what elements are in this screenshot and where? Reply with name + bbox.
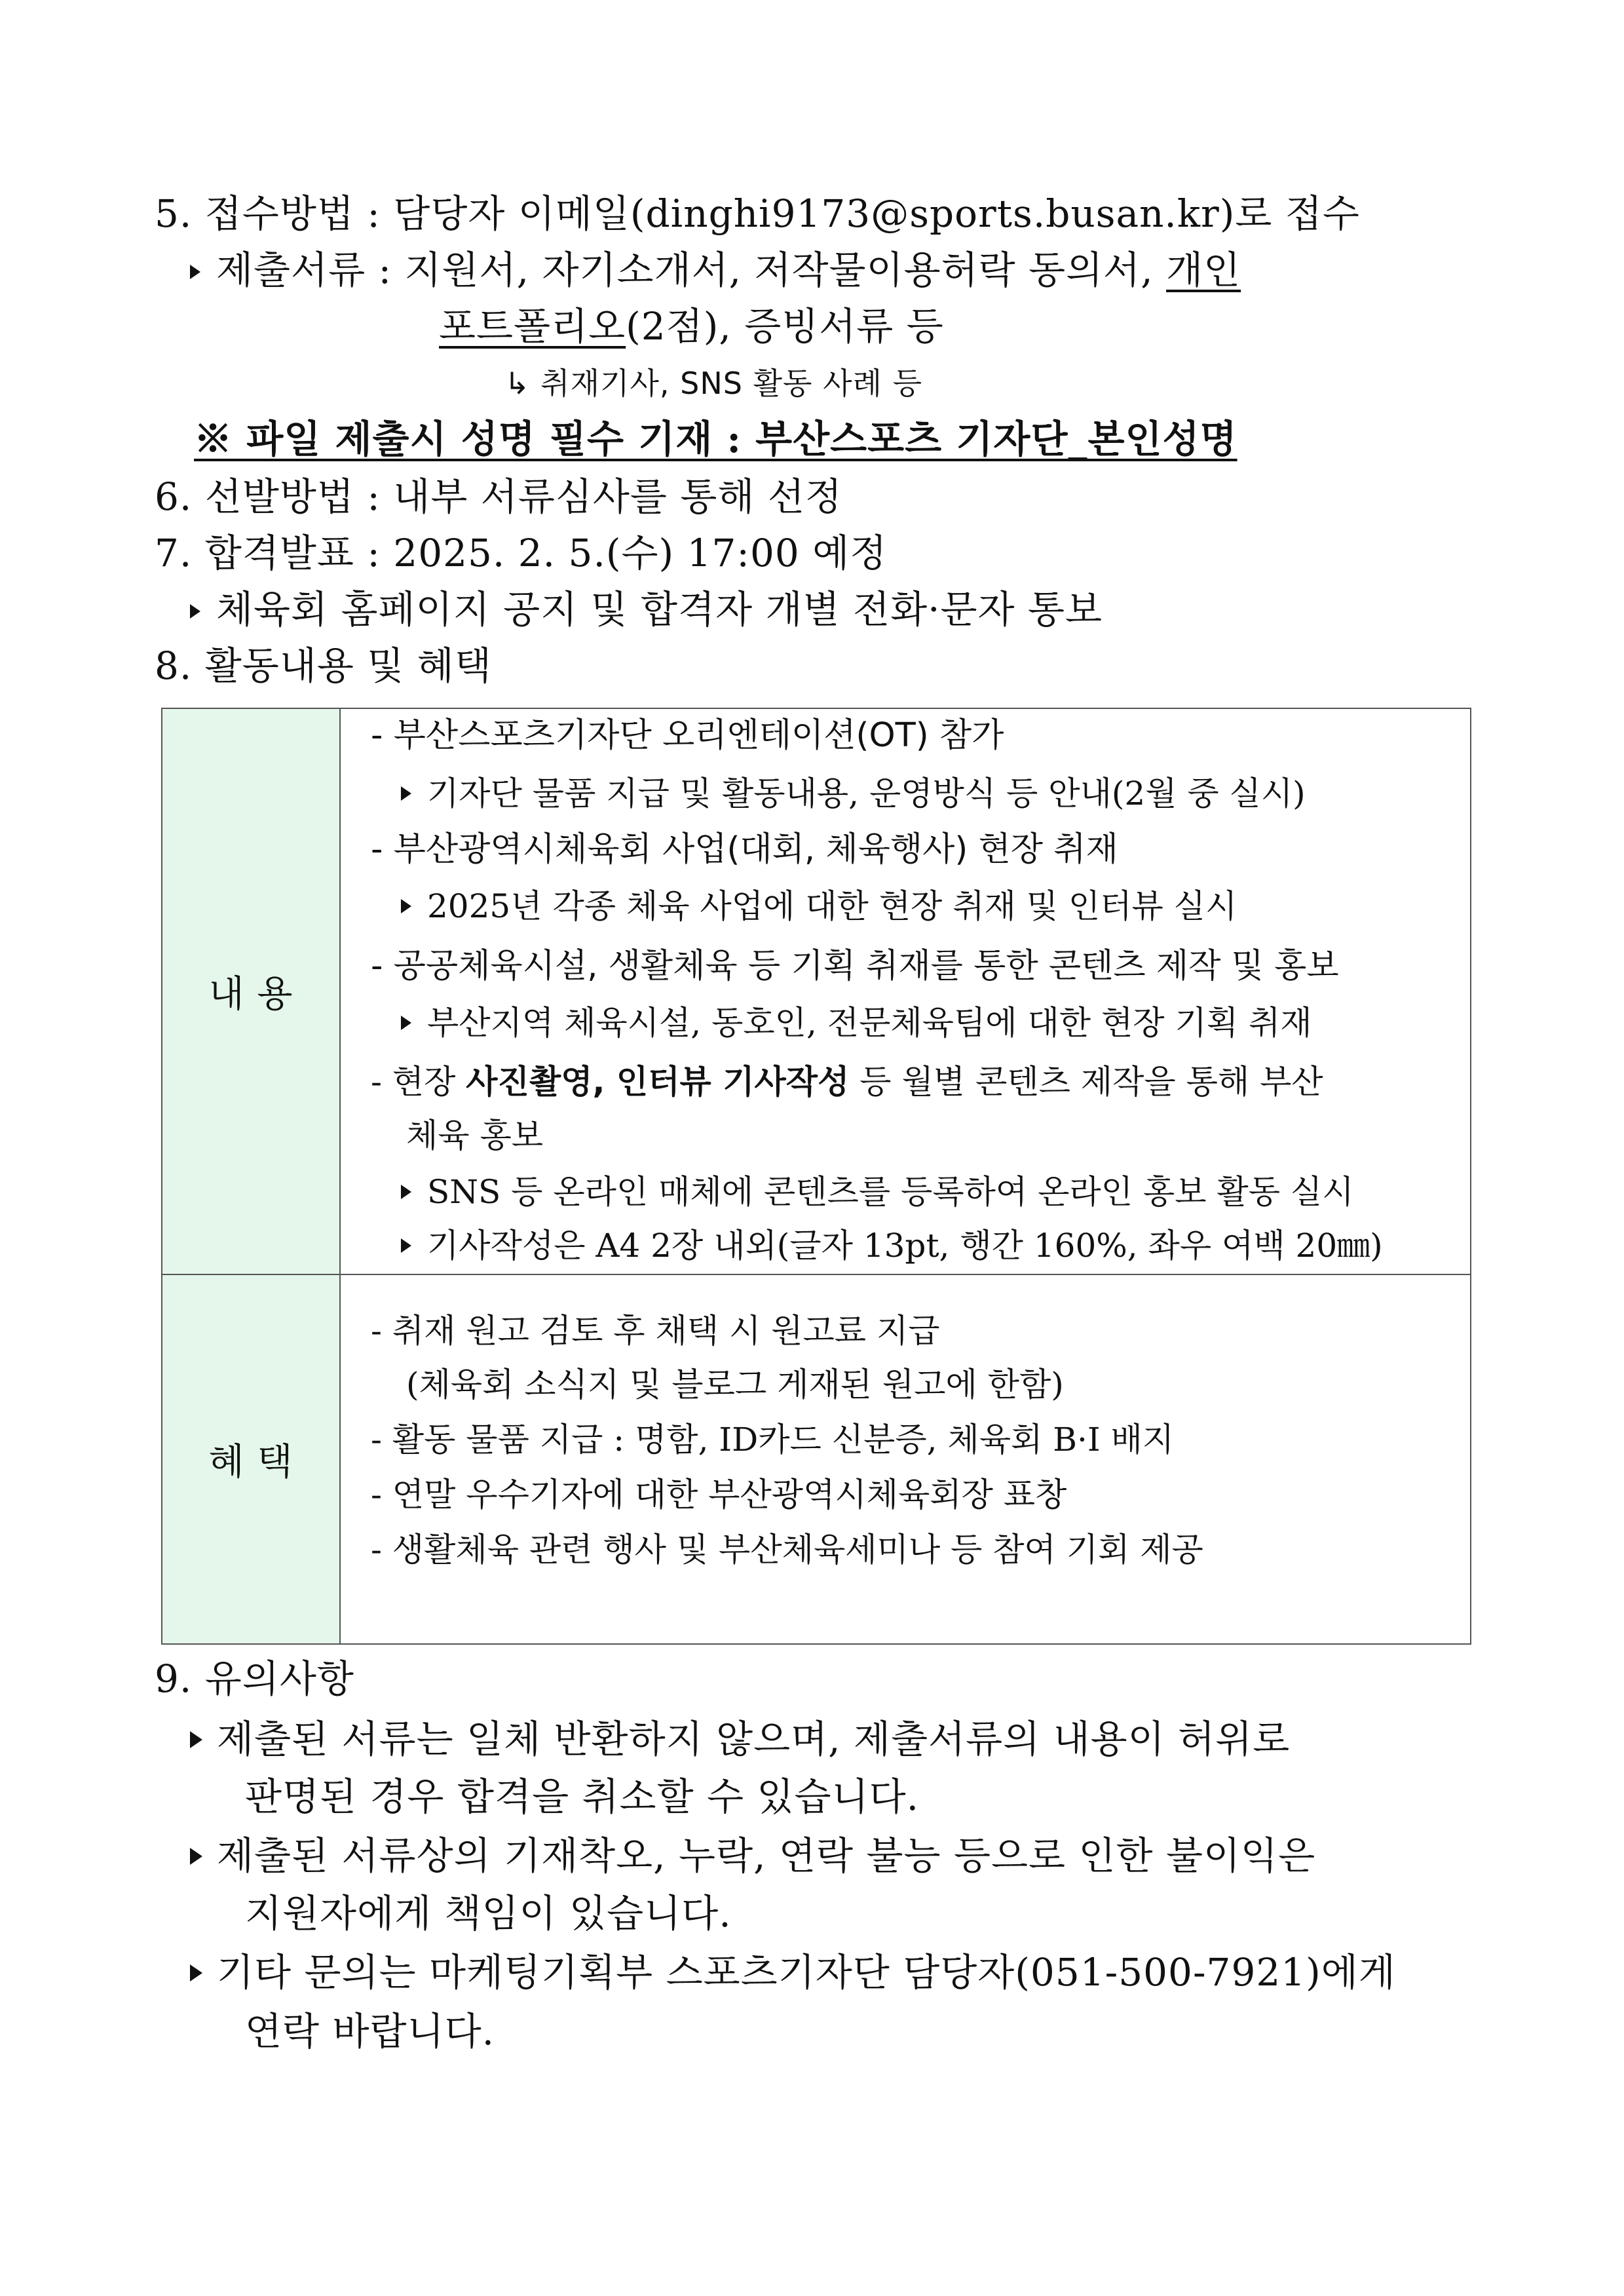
section5-docs-line2 <box>439 300 944 353</box>
benefit-item: - 취재 원고 검토 후 채택 시 원고료 지급 <box>371 1312 940 1350</box>
section5-portfolio: 포트폴리오 <box>439 304 626 349</box>
section9-item: 제출된 서류는 일체 반환하지 않으며, 제출서류의 내용이 허위로 <box>190 1713 1290 1765</box>
benefit-row <box>162 1274 1471 1644</box>
bullet-triangle-icon <box>190 604 200 619</box>
content-subitem: 기자단 물품 지급 및 활동내용, 운영방식 등 안내(2월 중 실시) <box>401 771 1306 816</box>
section5-docs-line2-rest: (2점), 증빙서류 등 <box>626 304 944 349</box>
benefit-item: - 생활체육 관련 행사 및 부산체육세미나 등 참여 기회 제공 <box>371 1531 1203 1569</box>
content-subitem: 부산지역 체육시설, 동호인, 전문체육팀에 대한 현장 기획 취재 <box>401 1000 1312 1046</box>
content-cell <box>340 708 1471 1274</box>
benefit-item-cont: (체육회 소식지 및 블로그 게재된 원고에 한함) <box>406 1366 1064 1404</box>
benefit-item: - 활동 물품 지급 : 명함, ID카드 신분증, 체육회 B·I 배지 <box>371 1421 1175 1459</box>
content-item: - 부산스포츠기자단 오리엔테이션(OT) 참가 <box>371 716 1004 755</box>
section9-item-cont: 지원자에게 책임이 있습니다. <box>245 1891 732 1936</box>
section7-notice: 체육회 홈페이지 공지 및 합격자 개별 전화·문자 통보 <box>216 587 1103 632</box>
bullet-triangle-icon <box>401 1016 411 1030</box>
bullet-triangle-icon <box>401 1185 411 1199</box>
bullet-triangle-icon <box>190 1964 202 1981</box>
benefit-item: - 연말 우수기자에 대한 부산광역시체육회장 표창 <box>371 1476 1067 1514</box>
bullet-triangle-icon <box>401 899 411 913</box>
content-subitem: SNS 등 온라인 매체에 콘텐츠를 등록하여 온라인 홍보 활동 실시 <box>401 1169 1354 1215</box>
activity-table <box>161 708 1471 1645</box>
section9-item-cont: 연락 바랍니다. <box>245 2009 495 2054</box>
section8-title: 8. 활동내용 및 혜택 <box>155 643 492 688</box>
bullet-triangle-icon <box>190 265 200 279</box>
section9-item: 기타 문의는 마케팅기획부 스포츠기자단 담당자(051-500-7921)에게 <box>190 1946 1396 1999</box>
bullet-triangle-icon <box>401 1238 411 1253</box>
section6-title: 6. 선발방법 : 내부 서류심사를 통해 선정 <box>155 474 842 519</box>
content-item: - 현장 사진촬영, 인터뷰 기사작성 등 월별 콘텐츠 제작을 통해 부산 <box>371 1063 1323 1101</box>
section5-docs-note: ↳ 취재기사, SNS 활동 사례 등 <box>504 366 923 401</box>
content-item: - 부산광역시체육회 사업(대회, 체육행사) 현장 취재 <box>371 830 1118 869</box>
content-row <box>162 708 1471 1274</box>
content-subitem: 2025년 각종 체육 사업에 대한 현장 취재 및 인터뷰 실시 <box>401 883 1237 929</box>
bullet-triangle-icon <box>190 1731 202 1748</box>
content-header: 내 용 <box>162 708 340 1274</box>
bullet-triangle-icon <box>190 1848 202 1865</box>
section7-title: 7. 합격발표 : 2025. 2. 5.(수) 17:00 예정 <box>155 531 888 575</box>
section5-docs-label: 제출서류 : 지원서, 자기소개서, 저작물이용허락 동의서, <box>216 248 1154 292</box>
section5-file-notice: ※ 파일 제출시 성명 필수 기재 : 부산스포츠 기자단_본인성명 <box>194 417 1237 461</box>
section5-title: 5. 접수방법 : 담당자 이메일(dinghi9173@sports.busan.kr)로 접수 <box>155 191 1360 236</box>
content-item-cont: 체육 홍보 <box>406 1117 544 1155</box>
benefit-header: 혜 택 <box>162 1274 340 1644</box>
section9-item: 제출된 서류상의 기재착오, 누락, 연락 불능 등으로 인한 불이익은 <box>190 1829 1315 1882</box>
benefit-cell <box>340 1274 1471 1644</box>
section9-title: 9. 유의사항 <box>155 1656 354 1701</box>
content-subitem: 기사작성은 A4 2장 내외(글자 13pt, 행간 160%, 좌우 여백 20㎜) <box>401 1223 1383 1269</box>
section5-docs-tail: 개인 <box>1166 248 1241 292</box>
section7-notice-line <box>190 583 1103 636</box>
content-item: - 공공체육시설, 생활체육 등 기획 취재를 통한 콘텐츠 제작 및 홍보 <box>371 947 1339 985</box>
section5-docs-line1 <box>190 244 1241 296</box>
bullet-triangle-icon <box>401 786 411 801</box>
section9-item-cont: 판명된 경우 합격을 취소할 수 있습니다. <box>245 1774 920 1819</box>
